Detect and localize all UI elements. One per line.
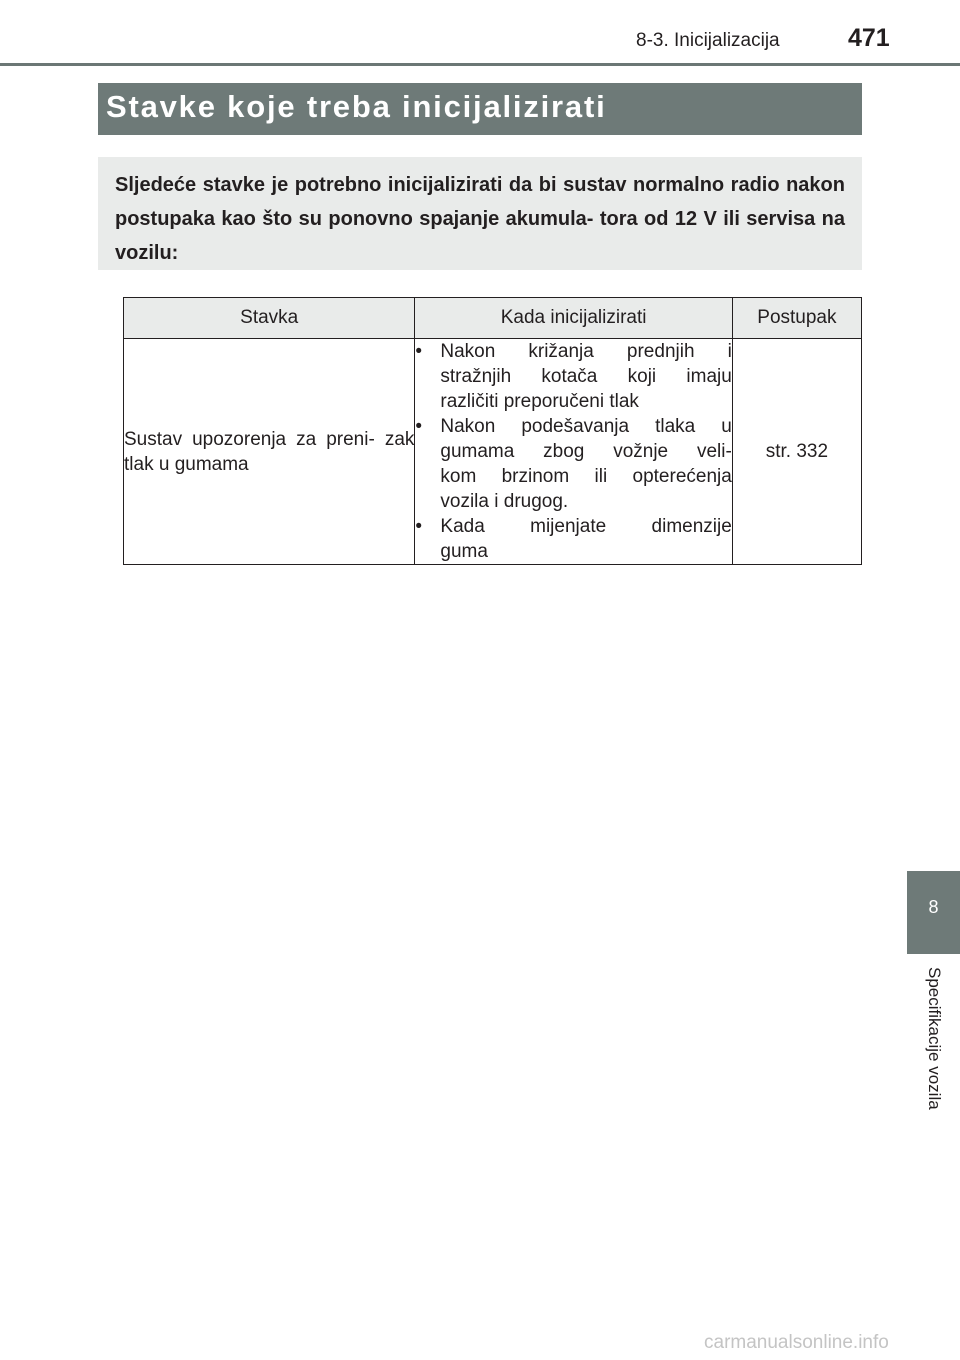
list-item-line: stražnjih kotača koji imaju bbox=[440, 366, 732, 387]
header-when: Kada inicijalizirati bbox=[415, 298, 732, 339]
watermark: carmanualsonline.info bbox=[704, 1332, 889, 1353]
section-title: 8-3. Inicijalizacija bbox=[636, 30, 780, 51]
bullet-marker: • bbox=[415, 416, 423, 437]
when-cell bbox=[415, 339, 732, 565]
intro-text: Sljedeće stavke je potrebno inicijalizirati da bi sustav normalno radio nakon postupaka kao što su ponovno spajanje akumula- tora od 12 V ili servisa na vozilu: bbox=[115, 174, 845, 264]
intro-box bbox=[98, 157, 862, 270]
list-item bbox=[415, 414, 731, 514]
list-item-line: Kada mijenjate dimenzije bbox=[440, 516, 732, 537]
list-item bbox=[415, 514, 731, 564]
list-item-line: guma bbox=[440, 541, 488, 562]
list-item-line: različiti preporučeni tlak bbox=[440, 391, 639, 412]
list-item-line: gumama zbog vožnje veli- bbox=[440, 441, 732, 462]
header-procedure: Postupak bbox=[732, 298, 861, 339]
chapter-label: Specifikacije vozila bbox=[925, 967, 944, 1110]
section-heading-bar bbox=[98, 83, 862, 135]
list-item-line: kom brzinom ili opterećenja bbox=[440, 466, 732, 487]
list-item-line: Nakon podešavanja tlaka u bbox=[440, 416, 732, 437]
procedure-cell: str. 332 bbox=[732, 339, 861, 565]
page-number: 471 bbox=[848, 24, 890, 52]
table-row bbox=[124, 339, 862, 565]
when-list bbox=[415, 339, 731, 564]
initialization-table bbox=[123, 297, 862, 565]
bullet-marker: • bbox=[415, 516, 423, 537]
table-header-row bbox=[124, 298, 862, 339]
section-heading: Stavke koje treba inicijalizirati bbox=[106, 89, 607, 124]
list-item-line: Nakon križanja prednjih i bbox=[440, 341, 732, 362]
header-item: Stavka bbox=[124, 298, 415, 339]
list-item bbox=[415, 339, 731, 414]
chapter-tab bbox=[907, 871, 960, 954]
list-item-line: vozila i drugog. bbox=[440, 491, 569, 512]
header-divider bbox=[0, 63, 960, 66]
bullet-marker: • bbox=[415, 341, 423, 362]
chapter-number: 8 bbox=[928, 897, 939, 917]
item-cell: Sustav upozorenja za preni- zak tlak u gumama bbox=[124, 339, 415, 565]
